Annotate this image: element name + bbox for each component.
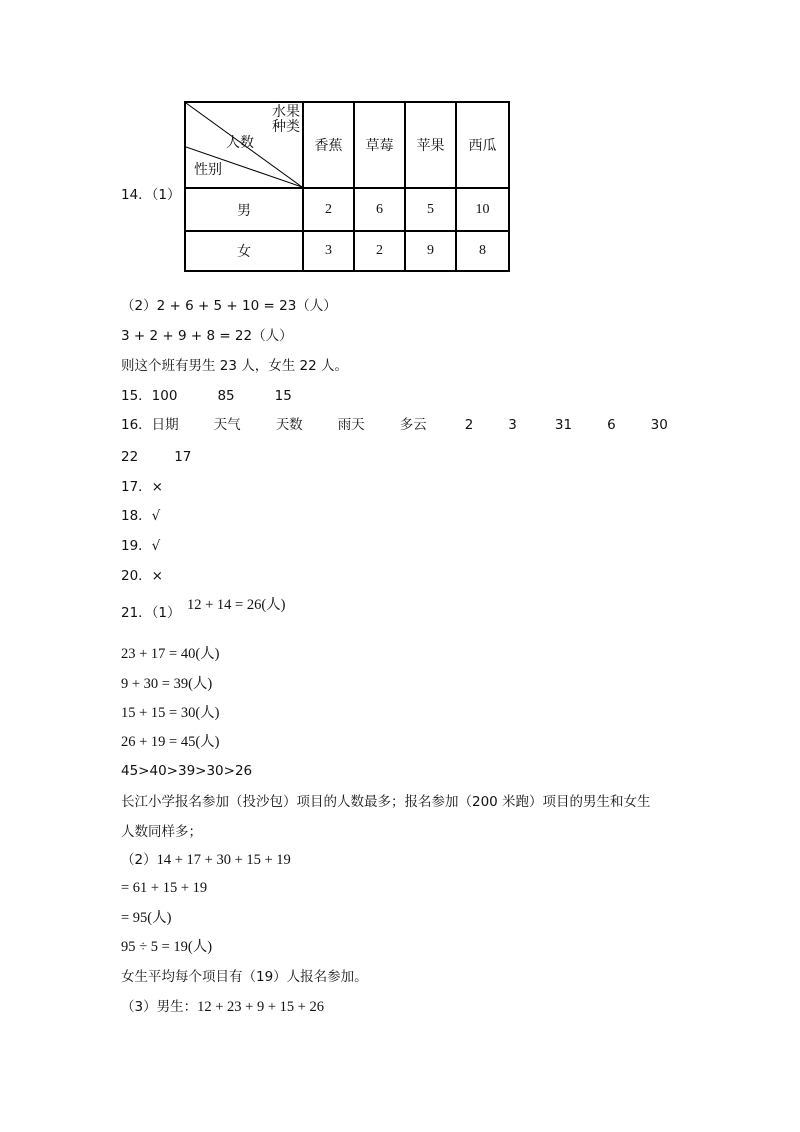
table-diagonal-header	[185, 102, 303, 188]
q16-item: 6	[607, 417, 616, 433]
q21-part2-eq4: 95 ÷ 5 = 19(人)	[121, 939, 213, 955]
q14-part2-line3: 则这个班有男生 23 人，女生 22 人。	[121, 358, 349, 374]
q21-part2-eq1: 14 + 17 + 30 + 15 + 19	[156, 852, 291, 868]
q21-part2-eq3: = 95(人)	[121, 910, 172, 926]
q15-answer2: 85	[217, 388, 235, 404]
table-cell: 5	[405, 188, 456, 231]
q21-part3-eq: 12 + 23 + 9 + 15 + 26	[197, 999, 325, 1015]
q21-part2-conclusion: 女生平均每个项目有（19）人报名参加。	[121, 969, 368, 985]
fruit-table	[184, 101, 510, 272]
table-cell: 9	[405, 231, 456, 271]
table-header-row	[185, 102, 509, 188]
q16-item: 22	[121, 449, 139, 465]
q16-item: 31	[554, 417, 573, 433]
header-gender: 性别	[194, 162, 222, 178]
row-label-male: 男	[185, 188, 303, 231]
table-row-male	[185, 188, 509, 231]
q14-part2-line1: （2）2 + 6 + 5 + 10 = 23（人）	[121, 298, 337, 314]
table-cell: 2	[303, 188, 354, 231]
header-fruit-top: 水果	[272, 104, 300, 120]
header-count: 人数	[226, 135, 254, 151]
table-cell: 3	[303, 231, 354, 271]
q15-label: 15．100	[121, 388, 178, 404]
q21-eq5: 26 + 19 = 45(人)	[121, 734, 220, 750]
q16-item: 多云	[399, 417, 427, 433]
q21-eq1: 12 + 14 = 26(人)	[187, 597, 286, 613]
q16-item: 雨天	[337, 417, 365, 433]
q21-part3-label: （3）男生：	[121, 999, 198, 1015]
q16-item: 2	[464, 417, 474, 433]
q21-eq4: 15 + 15 = 30(人)	[121, 705, 220, 721]
q21-conclusion1: 长江小学报名参加（投沙包）项目的人数最多；报名参加（200 米跑）项目的男生和女生	[121, 794, 651, 810]
q16-item: 天数	[275, 417, 303, 433]
q15-answer3: 15	[274, 388, 292, 404]
q21-part3-line	[121, 998, 324, 1016]
q16-label: 16．日期	[121, 417, 179, 433]
q14-label: 14．（1）	[121, 187, 181, 203]
q21-part2-line	[121, 851, 291, 869]
q14-part2-line2: 3 + 2 + 9 + 8 = 22（人）	[121, 328, 293, 344]
fruit-banana: 香蕉	[303, 102, 354, 188]
q17-answer: 17．×	[121, 479, 163, 495]
q19-answer: 19．√	[121, 538, 161, 554]
q21-compare: 45>40>39>30>26	[121, 763, 253, 779]
q21-part2-eq2: = 61 + 15 + 19	[121, 880, 208, 896]
table-cell: 2	[354, 231, 405, 271]
table-cell: 10	[456, 188, 509, 231]
fruit-strawberry: 草莓	[354, 102, 405, 188]
q16-line1	[121, 416, 668, 434]
q16-item: 17	[174, 449, 192, 465]
q18-answer: 18．√	[121, 508, 161, 524]
q15-line	[121, 387, 292, 405]
q16-line2	[121, 448, 191, 466]
q20-answer: 20．×	[121, 568, 163, 584]
q21-label: 21．（1）	[121, 605, 181, 621]
q21-eq3: 9 + 30 = 39(人)	[121, 676, 213, 692]
q16-item: 3	[508, 417, 517, 433]
table-row-female	[185, 231, 509, 271]
header-fruit-top2: 种类	[272, 119, 300, 135]
q21-part2-label: （2）	[121, 852, 157, 868]
fruit-watermelon: 西瓜	[456, 102, 509, 188]
q21-eq2: 23 + 17 = 40(人)	[121, 646, 220, 662]
table-cell: 8	[456, 231, 509, 271]
q16-item: 天气	[213, 417, 241, 433]
q21-conclusion2: 人数同样多；	[121, 824, 202, 840]
q16-item: 30	[650, 417, 668, 433]
fruit-apple: 苹果	[405, 102, 456, 188]
table-cell: 6	[354, 188, 405, 231]
row-label-female: 女	[185, 231, 303, 271]
